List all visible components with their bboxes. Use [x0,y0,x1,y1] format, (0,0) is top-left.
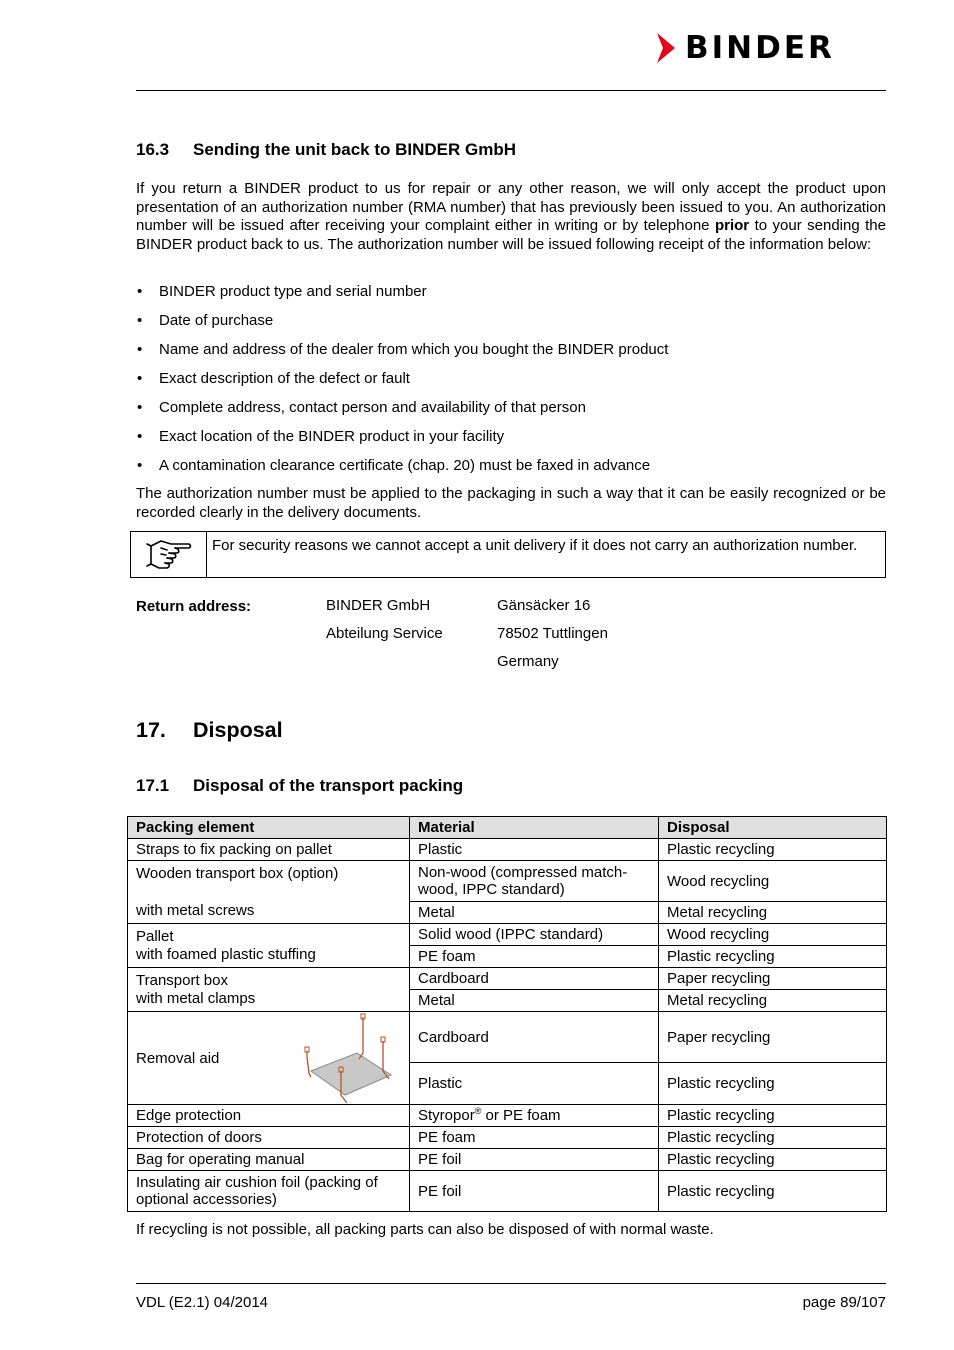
section-number: 16.3 [136,140,170,159]
table-cell: Transport box with metal clamps [128,968,410,1012]
section-title: Sending the unit back to BINDER GmbH [193,140,517,159]
table-cell: Pallet with foamed plastic stuffing [128,924,410,968]
column-header: Packing element [128,817,410,839]
table-cell: Plastic recycling [659,1149,887,1171]
table-cell: Cardboard [410,968,659,990]
table-row [128,1012,887,1063]
return-address-line: BINDER GmbH [326,597,431,614]
table-cell: Cardboard [410,1012,659,1063]
table-cell: PE foam [410,1127,659,1149]
table-row [128,1105,887,1127]
table-row [128,861,887,902]
column-header: Disposal [659,817,887,839]
table-cell: Metal [410,990,659,1012]
table-cell: Wood recycling [659,924,887,946]
table-cell: Plastic recycling [659,1171,887,1212]
info-bullet-list [136,283,668,486]
disposal-table [127,816,887,1212]
brand-name: BINDER [685,30,835,66]
return-address-label: Return address: [136,598,252,615]
table-cell: Non-wood (compressed match-wood, IPPC standard) [410,861,659,902]
list-item: • Exact location of the BINDER product in your facility [136,428,668,457]
table-cell: Metal recycling [659,902,887,924]
table-row [128,1149,887,1171]
closing-paragraph: The authorization number must be applied to the packaging in such a way that it can be easily recognized or be recorded clearly in the delivery documents. [136,485,886,521]
list-item: • BINDER product type and serial number [136,283,668,312]
note-text: For security reasons we cannot accept a unit delivery if it does not carry an authorization number. [212,537,858,554]
list-item: • Name and address of the dealer from which you bought the BINDER product [136,341,668,370]
table-header-row [128,817,887,839]
table-cell: Plastic [410,839,659,861]
table-cell: Plastic recycling [659,1127,887,1149]
table-cell: PE foil [410,1171,659,1212]
table-row [128,1127,887,1149]
return-address-line: 78502 Tuttlingen [497,625,608,642]
table-cell: Straps to fix packing on pallet [128,839,410,861]
removal-aid-illustration [299,1013,399,1105]
page-number: page 89/107 [802,1294,886,1311]
section-number: 17.1 [136,776,170,795]
section-title: Disposal [193,718,283,742]
list-item: • Date of purchase [136,312,668,341]
intro-paragraph: If you return a BINDER product to us for repair or any other reason, we will only accept the product upon presentation of an authorization number (RMA number) that has previously been issued to you. An authorization number will be issued after receiving your complaint either in writing or by telephone prior to your sending the BINDER product back to us. The authorization number will be issued following receipt of the information below: [136,180,886,253]
table-cell: Edge protection [128,1105,410,1127]
binder-logo-mark-icon [655,31,677,65]
table-cell: Metal [410,902,659,924]
table-cell: Paper recycling [659,1012,887,1063]
table-cell: Removal aid [128,1012,410,1105]
header-divider [136,90,886,91]
recycling-note: If recycling is not possible, all packing parts can also be disposed of with normal waste. [136,1221,714,1238]
table-cell: Styropor® or PE foam [410,1105,659,1127]
table-row [128,968,887,990]
pointing-hand-icon [145,536,193,574]
table-cell: PE foam [410,946,659,968]
return-address-line: Germany [497,653,559,670]
section-17-heading [136,718,283,743]
section-title: Disposal of the transport packing [193,776,464,795]
table-cell: Plastic recycling [659,839,887,861]
security-note-box [130,531,886,578]
table-row [128,1171,887,1212]
document-version: VDL (E2.1) 04/2014 [136,1294,269,1311]
list-item: • Complete address, contact person and availability of that person [136,399,668,428]
table-cell: Insulating air cushion foil (packing of optional accessories) [128,1171,410,1212]
table-cell: Plastic recycling [659,1105,887,1127]
table-row [128,839,887,861]
table-cell: Solid wood (IPPC standard) [410,924,659,946]
column-header: Material [410,817,659,839]
list-item: • Exact description of the defect or fault [136,370,668,399]
list-item: • A contamination clearance certificate (chap. 20) must be faxed in advance [136,457,668,486]
table-cell: Plastic [410,1063,659,1105]
return-address-line: Abteilung Service [326,625,443,642]
table-cell: Metal recycling [659,990,887,1012]
table-cell: Wooden transport box (option) with metal screws [128,861,410,924]
table-cell: Wood recycling [659,861,887,902]
table-cell: Plastic recycling [659,1063,887,1105]
table-cell: Paper recycling [659,968,887,990]
table-cell: PE foil [410,1149,659,1171]
note-icon-cell [131,532,207,577]
table-cell: Bag for operating manual [128,1149,410,1171]
footer-divider [136,1283,886,1284]
section-16-3-heading [136,140,516,160]
table-cell: Protection of doors [128,1127,410,1149]
binder-logo [655,28,835,68]
table-row [128,924,887,946]
return-address-line: Gänsäcker 16 [497,597,591,614]
section-17-1-heading [136,776,463,796]
section-number: 17. [136,718,166,742]
table-cell: Plastic recycling [659,946,887,968]
